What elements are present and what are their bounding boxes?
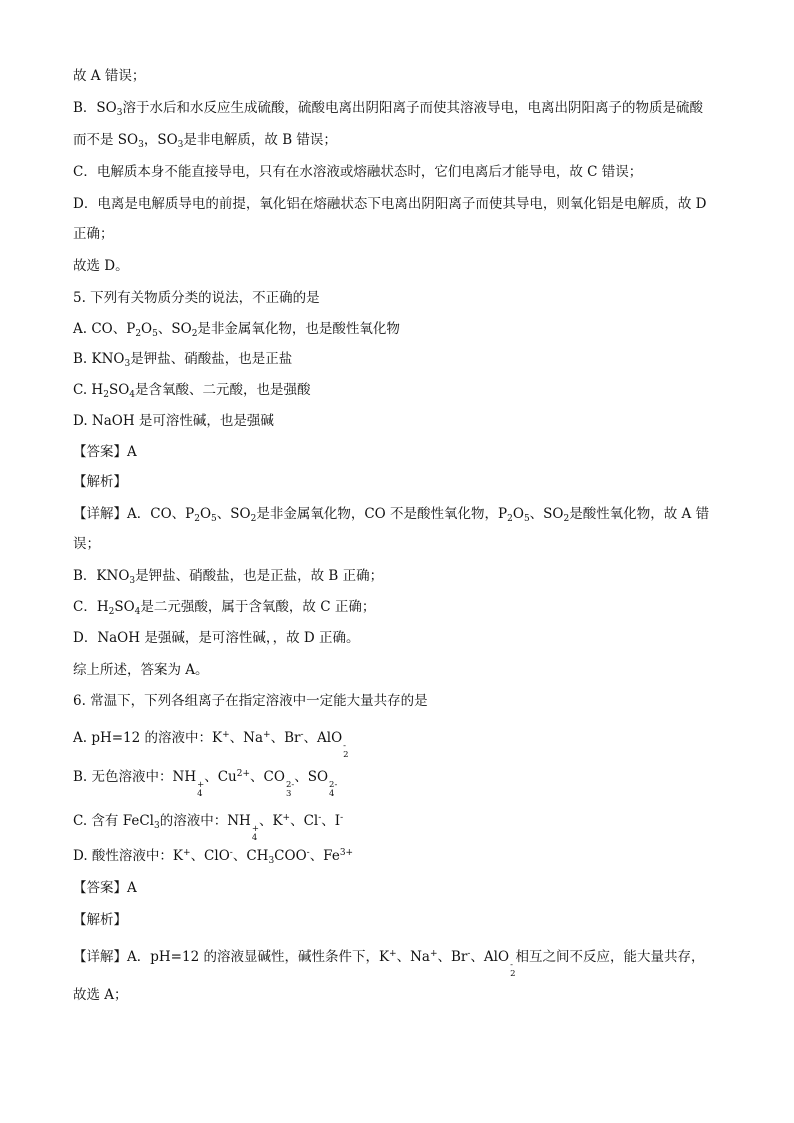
q6-stem: 6. 常温下，下列各组离子在指定溶液中一定能大量共存的是	[73, 693, 428, 709]
q5-analysis-label: 【解析】	[73, 474, 127, 490]
ammonium-charge: + 4	[251, 824, 259, 843]
q5-detail-d: D．NaOH 是强碱，是可溶性碱，，故 D 正确。	[73, 630, 360, 646]
prev-b-line2: 而不是 $SO_3$，$SO_3$是非电解质，故 B 错误；	[73, 132, 337, 150]
prev-a-end: 故 A 错误；	[73, 68, 146, 84]
aluminate-charge: - 2	[510, 960, 516, 979]
q6-answer	[73, 879, 733, 897]
q5-summary: 综上所述，答案为 A。	[73, 662, 209, 678]
answer-label: 【答案】	[73, 880, 127, 896]
prev-d-line2: 正确；	[73, 226, 114, 242]
q6-option-a: A. pH=12 的溶液中：K+、Na+、Br-、AlO - 2	[73, 730, 349, 760]
answer-value: A	[127, 880, 137, 896]
ammonium-charge: + 4	[197, 780, 205, 799]
q5-option-c: C. $H_2SO_4$是含氧酸、二元酸，也是强酸	[73, 382, 311, 400]
q5-option-a: A. CO、$P_2O_5$、$SO_2$是非金属氧化物，也是酸性氧化物	[73, 321, 400, 339]
q6-option-c: C. 含有 FeCl$_3$的溶液中：NH + 4 、K+、Cl-、I-	[73, 813, 344, 843]
q5-detail-a-line2: 误；	[73, 536, 100, 552]
carbonate-charge: 2- 3	[285, 780, 295, 799]
prev-c-line: C．电解质本身不能直接导电，只有在水溶液或熔融状态时，它们电离后才能导电，故 C 错误；	[73, 164, 643, 180]
q6-analysis-label: 【解析】	[73, 912, 127, 928]
prev-b-line1: B．$SO_3$溶于水后和水反应生成硫酸，硫酸电离出阴阳离子而使其溶液导电，电离出阴阳离子的物质是硫酸	[73, 100, 703, 118]
prev-conclusion: 故选 D。	[73, 258, 129, 274]
q6-option-b: B. 无色溶液中：NH + 4 、$Cu^{2+}$、CO 2- 3 、SO 2- 4	[73, 769, 338, 799]
q6-detail-a-line1: 【详解】A．pH=12 的溶液显碱性，碱性条件下，K+、Na+、Br-、AlO - 2 相互之间不反应，能大量共存，	[73, 949, 705, 979]
q6-detail-a-line2: 故选 A；	[73, 987, 128, 1003]
answer-value: A	[127, 444, 137, 460]
aluminate-charge: - 2	[343, 741, 349, 760]
q5-detail-a-line1: 【详解】A．CO、$P_2O_5$、$SO_2$是非金属氧化物，CO 不是酸性氧化物，$P_2O_5$、$SO_2$是酸性氧化物，故 A 错	[73, 506, 710, 524]
q5-answer	[73, 443, 733, 461]
sulfate-charge: 2- 4	[329, 780, 338, 799]
q5-detail-b: B．$KNO_3$是钾盐、硝酸盐，也是正盐，故 B 正确；	[73, 568, 384, 586]
q5-option-b: B. $KNO_3$是钾盐、硝酸盐，也是正盐	[73, 351, 293, 369]
q5-detail-c: C．$H_2SO_4$是二元强酸，属于含氧酸，故 C 正确；	[73, 599, 376, 617]
q6-option-d: D. 酸性溶液中：K+、ClO-、$CH_3COO^-$、$Fe^{3+}$	[73, 848, 354, 866]
q5-stem: 5. 下列有关物质分类的说法，不正确的是	[73, 290, 320, 306]
prev-d-line1: D．电离是电解质导电的前提，氧化铝在熔融状态下电离出阴阳离子而使其导电，则氧化铝是电解质，故 D	[73, 196, 707, 212]
q5-option-d: D. NaOH 是可溶性碱，也是强碱	[73, 413, 274, 429]
answer-label: 【答案】	[73, 444, 127, 460]
